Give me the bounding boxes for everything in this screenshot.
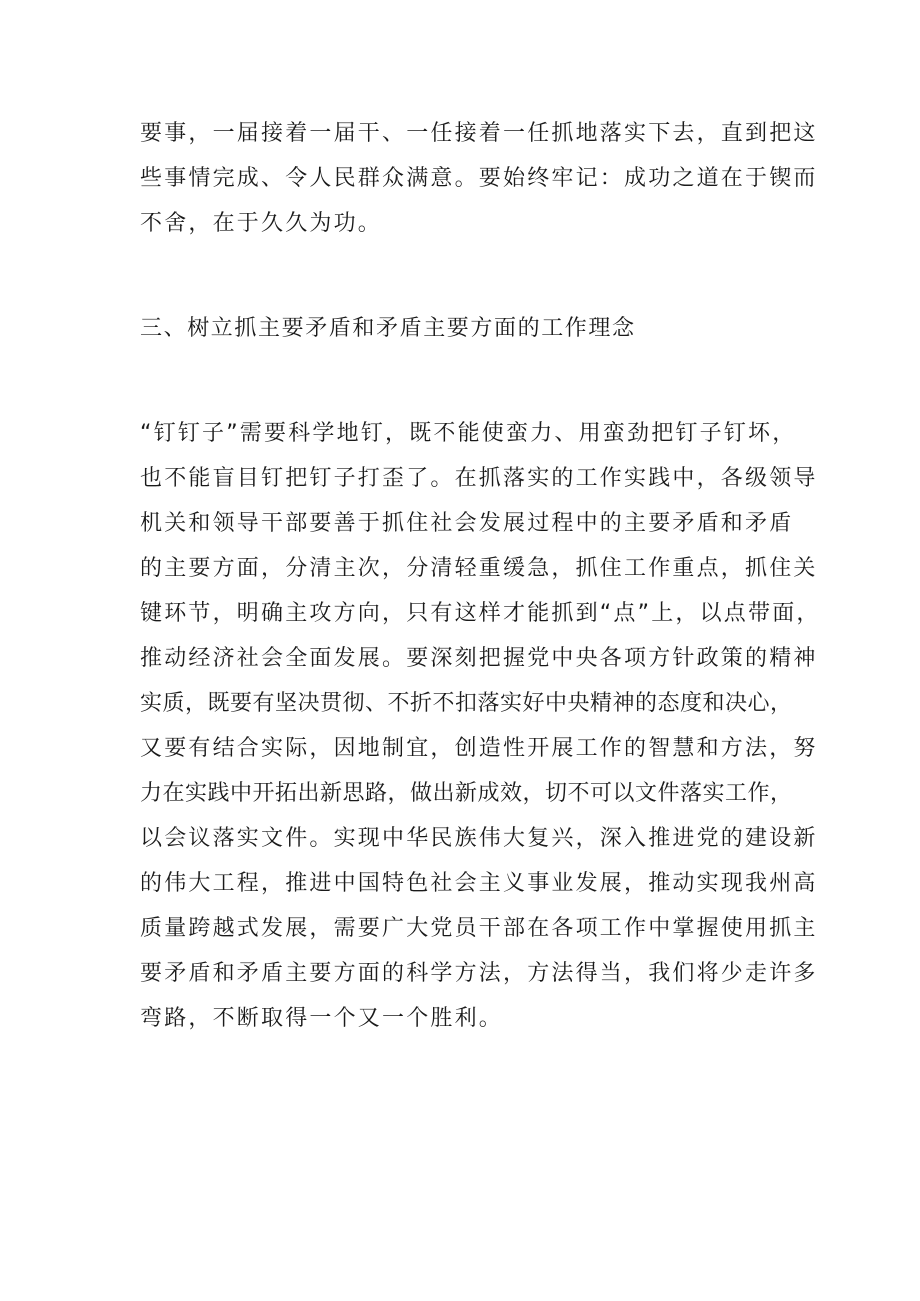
paragraph-line: 质量跨越式发展，需要广大党员干部在各项工作中掌握使用抓主: [140, 916, 818, 941]
paragraph-line: 弯路，不断取得一个又一个胜利。: [140, 1006, 504, 1031]
paragraph-line: 要事，一届接着一届干、一任接着一任抓地落实下去，直到把这: [140, 121, 818, 146]
paragraph-line: 实质，既要有坚决贯彻、不折不扣落实好中央精神的态度和决心，: [140, 691, 793, 716]
paragraph-line: 以会议落实文件。实现中华民族伟大复兴，深入推进党的建设新: [140, 826, 818, 851]
paragraph-line: 要矛盾和矛盾主要方面的科学方法，方法得当，我们将少走许多: [140, 961, 818, 986]
paragraph-line: “钉钉子”需要科学地钉，既不能使蛮力、用蛮劲把钉子钉坏，: [140, 421, 797, 446]
paragraph-line: 键环节，明确主攻方向，只有这样才能抓到“点”上，以点带面，: [140, 601, 821, 626]
paragraph-line: 又要有结合实际，因地制宜，创造性开展工作的智慧和方法，努: [140, 736, 818, 761]
paragraph-line: 的伟大工程，推进中国特色社会主义事业发展，推动实现我州高: [140, 871, 818, 896]
paragraph-line: 力在实践中开拓出新思路，做出新成效，切不可以文件落实工作，: [140, 781, 793, 806]
paragraph-line: 些事情完成、令人民群众满意。要始终牢记：成功之道在于锲而: [140, 166, 818, 191]
paragraph-line: 也不能盲目钉把钉子打歪了。在抓落实的工作实践中，各级领导: [140, 466, 818, 491]
paragraph-line: 机关和领导干部要善于抓住社会发展过程中的主要矛盾和矛盾: [140, 511, 794, 536]
paragraph-line: 的主要方面，分清主次，分清轻重缓急，抓住工作重点，抓住关: [140, 556, 818, 581]
section-heading: 三、树立抓主要矛盾和矛盾主要方面的工作理念: [140, 316, 636, 341]
paragraph-line: 推动经济社会全面发展。要深刻把握党中央各项方针政策的精神: [140, 646, 818, 671]
paragraph-line: 不舍，在于久久为功。: [140, 211, 383, 236]
